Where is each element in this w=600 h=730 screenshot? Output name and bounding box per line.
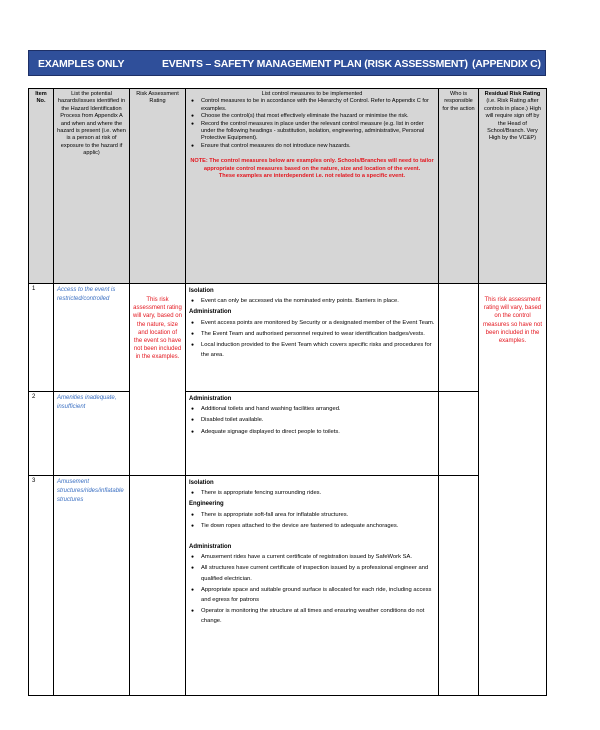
section-heading: Isolation [189, 288, 214, 294]
header-responsible: Who is responsible for the action [439, 89, 479, 284]
responsible-cell [439, 284, 479, 392]
residual-title: Residual Risk Rating [484, 91, 541, 97]
hazard-cell: Amusement structures/rides/inflatable structures [54, 476, 130, 696]
list-item: ● All structures have current certificate of inspection issued by a professional engineer and qualified electrician. [201, 563, 435, 583]
list-item: ● There is appropriate soft-fall area for inflatable structures. [201, 510, 435, 520]
section-heading: Isolation [189, 480, 214, 486]
section-heading: Administration [189, 309, 232, 316]
risk-rating-note: This risk assessment rating will vary, based on the nature, size and location of the event so have not been included in the examples. [130, 284, 186, 476]
control-list [189, 296, 435, 306]
control-list [189, 488, 435, 498]
responsible-cell [439, 392, 479, 476]
examples-only-label: EXAMPLES ONLY [38, 58, 125, 70]
list-item: ● The Event Team and authorised personnel required to wear identification badges/vests. [201, 329, 435, 339]
responsible-cell [439, 476, 479, 696]
header-risk-rating: Risk Assessment Rating [130, 89, 186, 284]
list-item: ● Operator is monitoring the structure at all times and ensuring weather conditions do not change. [201, 606, 435, 626]
list-item: ● Appropriate space and suitable ground surface is allocated for each ride, including access and egress for patrons [201, 585, 435, 605]
list-item: ● There is appropriate fencing surrounding rides. [201, 488, 435, 498]
guidance-item: ● Choose the control(s) that most effectively eliminate the hazard or minimise the risk. [201, 113, 435, 120]
control-list [189, 318, 435, 361]
controls-note: NOTE: The control measures below are examples only. Schools/Branches will need to tailor appropriate control measures based on the nature, size and location of the event. [190, 158, 434, 172]
controls-title: List control measures to be implemented [261, 91, 363, 97]
header-hazards: List the potential hazards/issues identified in the Hazard Identification Process from Appendix A and when and where the hazard is present (i.e. when is a person at risk of exposure to the hazard if applic) [54, 89, 130, 284]
hazard-cell: Access to the event is restricted/controlled [54, 284, 130, 392]
header-item-no: Item No. [29, 89, 54, 284]
guidance-item: ● Control measures to be in accordance with the Hierarchy of Control. Refer to Appendix C for examples. [201, 98, 435, 113]
item-number: 2 [29, 392, 54, 476]
section-heading: Administration [189, 544, 232, 551]
residual-rating-note: This risk assessment rating will vary, based on the control measures so have not been included in the examples. [479, 284, 547, 696]
header-control-measures [186, 89, 439, 284]
risk-assessment-table [28, 88, 547, 696]
controls-guidance-list [189, 98, 435, 150]
controls-note-secondary: These examples are interdependent i.e. not related to a specific event. [218, 173, 406, 180]
item-number: 1 [29, 284, 54, 392]
control-list [189, 510, 435, 531]
guidance-item: ● Record the control measures in place under the relevant control measure (e.g. list in order under the following headings - substitution, isolation, engineering, administrative, Personal Protective Equipment). [201, 121, 435, 143]
header-row [29, 89, 547, 284]
item-number: 3 [29, 476, 54, 696]
list-item: ● Tie down ropes attached to the device are fastened to adequate anchorages. [201, 521, 435, 531]
plan-title: EVENTS – SAFETY MANAGEMENT PLAN (RISK ASSESSMENT) [162, 58, 468, 70]
table-row [29, 392, 547, 476]
list-item: ● Event can only be accessed via the nominated entry points. Barriers in place. [201, 296, 435, 306]
risk-rating-cell [130, 476, 186, 696]
table-row [29, 284, 547, 392]
list-item: ● Local induction provided to the Event Team which covers specific risks and procedures for the area. [201, 340, 435, 360]
section-heading: Engineering [189, 501, 224, 508]
table-row [29, 476, 547, 696]
control-measures-cell [186, 476, 439, 696]
list-item: ● Event access points are monitored by Security or a designated member of the Event Team. [201, 318, 435, 328]
list-item: ● Amusement rides have a current certificate of registration issued by SafeWork SA. [201, 552, 435, 562]
list-item: ● Additional toilets and hand washing facilities arranged. [201, 404, 435, 414]
control-measures-cell [186, 392, 439, 476]
residual-description: (i.e. Risk Rating after controls in place.) High will require sign off by the Head of School/Branch. Very High by the VC&P) [484, 98, 541, 142]
control-list [189, 552, 435, 626]
title-banner [28, 50, 546, 76]
hazard-cell: Amenities inadequate, insufficient [54, 392, 130, 476]
list-item: ● Disabled toilet available. [201, 415, 435, 425]
guidance-item: ● Ensure that control measures do not introduce new hazards. [201, 143, 435, 150]
header-residual-risk [479, 89, 547, 284]
control-measures-cell [186, 284, 439, 392]
appendix-label: (APPENDIX C) [472, 58, 541, 70]
section-heading: Administration [189, 396, 232, 402]
list-item: ● Adequate signage displayed to direct people to toilets. [201, 427, 435, 437]
control-list [189, 404, 435, 437]
